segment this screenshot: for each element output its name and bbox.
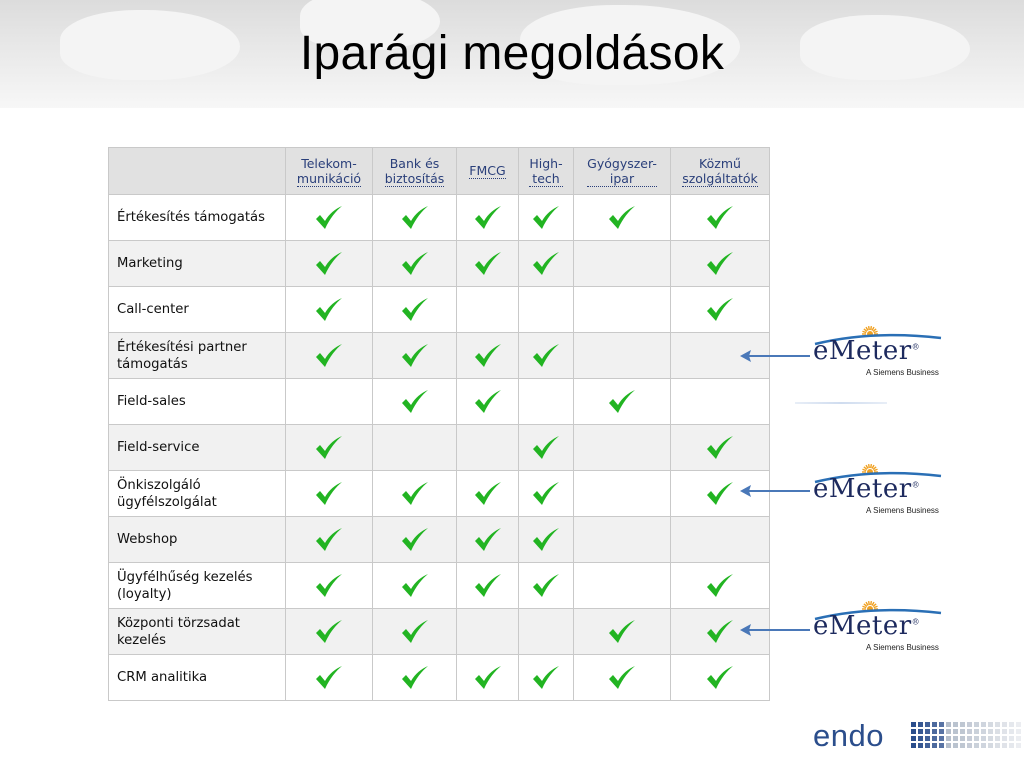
- matrix-cell: [286, 425, 373, 471]
- table-row: [109, 241, 770, 287]
- checkmark-icon: [607, 619, 637, 645]
- checkmark-icon: [531, 665, 561, 691]
- column-header: [519, 148, 574, 195]
- checkmark-icon: [705, 435, 735, 461]
- matrix-cell: [457, 471, 519, 517]
- matrix-cell: [457, 655, 519, 701]
- checkmark-icon: [400, 481, 430, 507]
- matrix-cell: [373, 241, 457, 287]
- matrix-cell: [373, 563, 457, 609]
- matrix-cell: [574, 333, 671, 379]
- table-row: [109, 609, 770, 655]
- matrix-cell: [373, 379, 457, 425]
- matrix-cell: [519, 241, 574, 287]
- checkmark-icon: [314, 343, 344, 369]
- matrix-cell: [286, 333, 373, 379]
- checkmark-icon: [705, 573, 735, 599]
- column-header-label: High- tech: [529, 155, 563, 186]
- column-header: [373, 148, 457, 195]
- matrix-cell: [574, 241, 671, 287]
- emeter-brand-text: eMeter: [813, 611, 912, 641]
- matrix-cell: [457, 195, 519, 241]
- checkmark-icon: [400, 343, 430, 369]
- checkmark-icon: [705, 251, 735, 277]
- row-label: Ügyfélhűség kezelés (loyalty): [109, 563, 286, 609]
- matrix-cell: [671, 241, 770, 287]
- matrix-cell: [286, 609, 373, 655]
- checkmark-icon: [314, 527, 344, 553]
- checkmark-icon: [473, 527, 503, 553]
- matrix-cell: [574, 655, 671, 701]
- matrix-cell: [457, 563, 519, 609]
- checkmark-icon: [314, 619, 344, 645]
- matrix-cell: [373, 287, 457, 333]
- table-row: [109, 379, 770, 425]
- matrix-cell: [373, 517, 457, 563]
- checkmark-icon: [473, 481, 503, 507]
- checkmark-icon: [473, 251, 503, 277]
- matrix-cell: [519, 563, 574, 609]
- checkmark-icon: [531, 527, 561, 553]
- matrix-cell: [373, 195, 457, 241]
- column-header-label: Gyógyszer- ipar: [587, 155, 657, 186]
- endo-logo: [813, 718, 884, 758]
- matrix-cell: [574, 287, 671, 333]
- divider-line: [795, 402, 887, 404]
- matrix-cell: [519, 287, 574, 333]
- emeter-brand-text: eMeter: [813, 474, 912, 504]
- matrix-cell: [457, 425, 519, 471]
- matrix-cell: [574, 471, 671, 517]
- matrix-cell: [457, 379, 519, 425]
- corner-cell: [109, 148, 286, 195]
- matrix-cell: [286, 655, 373, 701]
- checkmark-icon: [473, 343, 503, 369]
- checkmark-icon: [314, 665, 344, 691]
- checkmark-icon: [531, 343, 561, 369]
- matrix-cell: [519, 333, 574, 379]
- checkmark-icon: [314, 205, 344, 231]
- matrix-cell: [519, 471, 574, 517]
- row-label: CRM analitika: [109, 655, 286, 701]
- checkmark-icon: [400, 665, 430, 691]
- header-row: [109, 148, 770, 195]
- checkmark-icon: [531, 435, 561, 461]
- checkmark-icon: [400, 251, 430, 277]
- matrix-cell: [574, 609, 671, 655]
- checkmark-icon: [705, 481, 735, 507]
- table-row: [109, 195, 770, 241]
- row-label: Értékesítési partner támogatás: [109, 333, 286, 379]
- column-header: [286, 148, 373, 195]
- arrow-left-icon: [740, 484, 810, 498]
- column-header-label: FMCG: [469, 163, 506, 178]
- row-label: Központi törzsadat kezelés: [109, 609, 286, 655]
- emeter-tagline: A Siemens Business: [866, 368, 939, 377]
- table-row: [109, 517, 770, 563]
- endo-wordmark: endo: [813, 718, 884, 753]
- checkmark-icon: [473, 573, 503, 599]
- matrix-cell: [286, 241, 373, 287]
- matrix-cell: [671, 195, 770, 241]
- matrix-cell: [286, 195, 373, 241]
- checkmark-icon: [400, 527, 430, 553]
- checkmark-icon: [314, 251, 344, 277]
- arrow-left-icon: [740, 623, 810, 637]
- checkmark-icon: [400, 573, 430, 599]
- checkmark-icon: [531, 251, 561, 277]
- checkmark-icon: [314, 573, 344, 599]
- matrix-cell: [671, 379, 770, 425]
- checkmark-icon: [473, 665, 503, 691]
- matrix-cell: [519, 655, 574, 701]
- column-header: [574, 148, 671, 195]
- row-label: Field-sales: [109, 379, 286, 425]
- checkmark-icon: [531, 573, 561, 599]
- emeter-logo: [813, 597, 953, 657]
- emeter-logo: [813, 322, 953, 382]
- checkmark-icon: [473, 389, 503, 415]
- column-header: [457, 148, 519, 195]
- registered-mark: ®: [911, 617, 921, 627]
- checkmark-icon: [607, 665, 637, 691]
- matrix-cell: [286, 379, 373, 425]
- solutions-matrix: [108, 147, 770, 701]
- matrix-body: [109, 195, 770, 701]
- row-label: Webshop: [109, 517, 286, 563]
- checkmark-icon: [400, 297, 430, 323]
- checkmark-icon: [607, 389, 637, 415]
- row-label: Önkiszolgáló ügyfélszolgálat: [109, 471, 286, 517]
- checkmark-icon: [531, 205, 561, 231]
- checkmark-icon: [705, 665, 735, 691]
- checkmark-icon: [400, 619, 430, 645]
- matrix-cell: [519, 609, 574, 655]
- registered-mark: ®: [911, 342, 921, 352]
- matrix-cell: [519, 425, 574, 471]
- arrow-left-icon: [740, 349, 810, 363]
- table-row: [109, 425, 770, 471]
- matrix-cell: [286, 517, 373, 563]
- checkmark-icon: [314, 297, 344, 323]
- checkmark-icon: [705, 619, 735, 645]
- matrix-cell: [671, 287, 770, 333]
- matrix-cell: [457, 287, 519, 333]
- matrix-cell: [286, 563, 373, 609]
- matrix-cell: [373, 333, 457, 379]
- matrix-cell: [671, 425, 770, 471]
- table-row: [109, 563, 770, 609]
- matrix-cell: [574, 379, 671, 425]
- row-label: Field-service: [109, 425, 286, 471]
- row-label: Call-center: [109, 287, 286, 333]
- column-header-label: Telekom- munikáció: [296, 155, 362, 186]
- checkmark-icon: [314, 481, 344, 507]
- matrix-cell: [671, 517, 770, 563]
- emeter-brand-text: eMeter: [813, 336, 912, 366]
- matrix-cell: [671, 563, 770, 609]
- matrix-cell: [457, 241, 519, 287]
- matrix-cell: [286, 287, 373, 333]
- emeter-tagline: A Siemens Business: [866, 643, 939, 652]
- emeter-wordmark: [813, 611, 920, 641]
- matrix-cell: [457, 517, 519, 563]
- checkmark-icon: [400, 205, 430, 231]
- matrix-cell: [574, 517, 671, 563]
- registered-mark: ®: [911, 480, 921, 490]
- matrix-cell: [574, 563, 671, 609]
- checkmark-icon: [314, 435, 344, 461]
- matrix-cell: [671, 655, 770, 701]
- matrix-cell: [457, 333, 519, 379]
- matrix-cell: [519, 195, 574, 241]
- matrix-cell: [373, 609, 457, 655]
- dot-grid-icon: [911, 722, 1021, 750]
- emeter-wordmark: [813, 474, 920, 504]
- column-header-label: Közmű szolgáltatók: [682, 155, 758, 186]
- column-header: [671, 148, 770, 195]
- table-row: [109, 333, 770, 379]
- matrix-cell: [519, 517, 574, 563]
- matrix-cell: [574, 195, 671, 241]
- table-row: [109, 287, 770, 333]
- checkmark-icon: [473, 205, 503, 231]
- matrix-cell: [574, 425, 671, 471]
- column-header-label: Bank és biztosítás: [384, 155, 445, 186]
- slide-title: Iparági megoldások: [299, 27, 725, 80]
- matrix-cell: [519, 379, 574, 425]
- checkmark-icon: [531, 481, 561, 507]
- checkmark-icon: [400, 389, 430, 415]
- matrix-cell: [286, 471, 373, 517]
- table-row: [109, 471, 770, 517]
- matrix-cell: [373, 425, 457, 471]
- emeter-tagline: A Siemens Business: [866, 506, 939, 515]
- matrix-cell: [373, 655, 457, 701]
- row-label: Marketing: [109, 241, 286, 287]
- matrix-cell: [457, 609, 519, 655]
- row-label: Értékesítés támogatás: [109, 195, 286, 241]
- emeter-logo: [813, 460, 953, 520]
- table-row: [109, 655, 770, 701]
- matrix-cell: [373, 471, 457, 517]
- checkmark-icon: [705, 205, 735, 231]
- checkmark-icon: [705, 297, 735, 323]
- emeter-wordmark: [813, 336, 920, 366]
- checkmark-icon: [607, 205, 637, 231]
